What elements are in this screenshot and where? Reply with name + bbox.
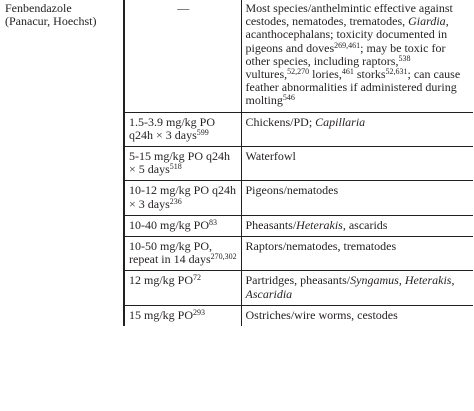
dose-cell: 12 mg/kg PO$^{72}$	[124, 271, 241, 305]
species-comments-cell: Most species/anthelmintic effective against cestodes, nematodes, trematodes, Giardia, acanthocephalans; toxicity documented in pigeons and doves$^{269,461}$; may be toxic for other species, including raptors,$^{538}$ vultures,$^{52,270}$ lories,$^{461}$ storks$^{52,631}$; can cause feather abnormalities if administered during molting$^{546}$	[241, 0, 473, 112]
dose-cell: 5-15 mg/kg PO q24h × 5 days$^{518}$	[124, 147, 241, 181]
dose-cell: 10-40 mg/kg PO$^{83}$	[124, 215, 241, 236]
drug-name-cell	[1, 0, 124, 326]
species-comments-cell: Partridges, pheasants/Syngamus, Heterakis, Ascaridia	[241, 271, 473, 305]
dose-cell: 10-12 mg/kg PO q24h × 3 days$^{236}$	[124, 181, 241, 215]
species-comments-cell: Waterfowl	[241, 147, 473, 181]
drug-name: Fenbendazole	[5, 1, 72, 15]
dose-cell: 15 mg/kg PO$^{293}$	[124, 305, 241, 326]
species-comments-cell: Raptors/nematodes, trematodes	[241, 237, 473, 271]
dose-cell: 10-50 mg/kg PO, repeat in 14 days$^{270,302}$	[124, 237, 241, 271]
species-comments-cell: Pigeons/nematodes	[241, 181, 473, 215]
dosage-table	[1, 0, 473, 326]
species-comments-cell: Chickens/PD; Capillaria	[241, 112, 473, 146]
dose-cell: —	[124, 0, 241, 112]
dosage-table-body	[1, 0, 473, 326]
dose-cell: 1.5-3.9 mg/kg PO q24h × 3 days$^{599}$	[124, 112, 241, 146]
species-comments-cell: Pheasants/Heterakis, ascarids	[241, 215, 473, 236]
species-comments-cell: Ostriches/wire worms, cestodes	[245, 307, 398, 322]
dosage-row	[1, 0, 473, 112]
drug-brand: (Panacur, Hoechst)	[5, 14, 97, 29]
